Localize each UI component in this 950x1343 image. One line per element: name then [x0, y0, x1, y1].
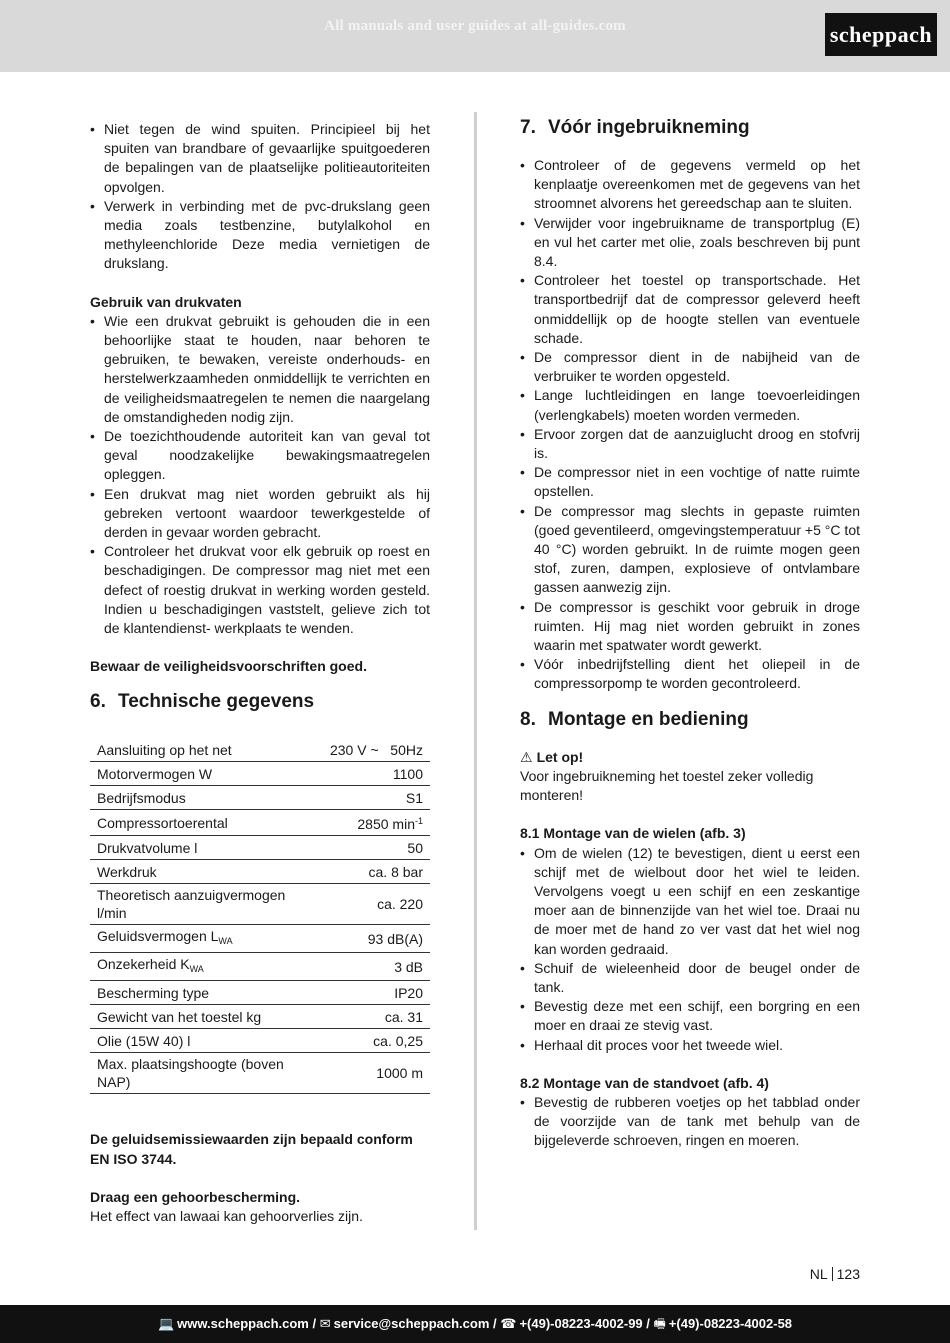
section-6-heading: [90, 690, 430, 714]
list-item: • Herhaal dit proces voor het tweede wiel.: [520, 1036, 860, 1055]
spec-value: 93 dB(A): [323, 925, 430, 953]
list-item: • Wie een drukvat gebruikt is gehouden die in een behoorlijke staat te houden, naar behoren te gebruiken, te bewaken, vereiste onderhouds- en herstelwerkzaamheden onmiddellijk te verrichten en de veiligheidsmaatregelen te nemen die naargelang de omstandigheden nodig zijn.: [90, 312, 430, 427]
footer-email: service@scheppach.com /: [333, 1316, 497, 1332]
spec-label: Gewicht van het toestel kg: [90, 1005, 323, 1029]
spec-value: 1000 m: [323, 1053, 430, 1094]
fax-icon: 🖷: [653, 1316, 666, 1332]
spec-value: 2850 $\min^{-1}$: [323, 810, 430, 836]
list-item: • Verwijder voor ingebruikname de transportplug (E) en vul het carter met olie, zoals beschreven bij punt 8.4.: [520, 214, 860, 272]
spec-label: Onzekerheid $K_{WA}$: [90, 953, 323, 981]
spec-value: ca. 31: [323, 1005, 430, 1029]
spec-label: Max. plaatsingshoogte (boven NAP): [90, 1053, 323, 1094]
drukvaten-bullet-list: [90, 312, 430, 638]
list-item: • De compressor niet in een vochtige of natte ruimte opstellen.: [520, 463, 860, 501]
spec-label: Geluidsvermogen $L_{WA}$: [90, 925, 323, 953]
emission-statement: De geluidsemissiewaarden zijn bepaald conform EN ISO 3744.: [90, 1131, 413, 1167]
page-language: NL: [809, 1266, 828, 1282]
spec-value: IP20: [323, 981, 430, 1005]
spec-row: [90, 1029, 430, 1053]
list-item: • De compressor is geschikt voor gebruik in droge ruimten. Hij mag niet worden gebruikt in zones waarin met spatwater wordt gewerkt.: [520, 598, 860, 656]
right-column: [520, 117, 860, 1151]
list-item: • Verwerk in verbinding met de pvc-drukslang geen media zoals testbenzine, butylalkohol en methyleenchloride Deze media vernietigen de drukslang.: [90, 197, 430, 274]
subsection-8-1-heading: 8.1 Montage van de wielen (afb. 3): [520, 825, 746, 842]
footer-fax: +(49)-08223-4002-58: [668, 1316, 793, 1332]
left-column: [90, 120, 430, 1226]
section-number: 8.: [520, 708, 536, 730]
spec-value: 1100: [323, 762, 430, 786]
section-title: Vóór ingebruikneming: [548, 117, 750, 138]
spec-label: Drukvatvolume l: [90, 836, 323, 860]
list-item: • Bevestig de rubberen voetjes op het tabblad onder de voorzijde van de tank met behulp van de bijgeleverde schroeven, ringen en moeren.: [520, 1093, 860, 1151]
spec-label: Bedrijfsmodus: [90, 786, 323, 810]
spec-label: Bescherming type: [90, 981, 323, 1005]
hearing-protection-heading: Draag een gehoorbescherming.: [90, 1188, 301, 1205]
spec-value: 230 V ~ 50Hz: [323, 738, 430, 762]
spec-row: [90, 836, 430, 860]
page-number-value: 123: [836, 1266, 860, 1282]
spec-value: S1: [323, 786, 430, 810]
list-item: • Niet tegen de wind spuiten. Principieel bij het spuiten van brandbare of gevaarlijke spuitgoederen de bepalingen van de plaatselijke politieautoriteiten opvolgen.: [90, 120, 430, 197]
email-icon: ✉: [319, 1316, 331, 1332]
section-8-heading: [520, 708, 860, 732]
phone-icon: ☎: [500, 1316, 517, 1332]
footer-website: www.scheppach.com /: [177, 1316, 317, 1332]
list-item: • Bevestig deze met een schijf, een borgring en een moer en draai ze stevig vast.: [520, 997, 860, 1035]
spec-label: Olie (15W 40) l: [90, 1029, 323, 1053]
list-item: • Vóór inbedrijfstelling dient het oliepeil in de compressorpomp te worden gecontroleerd.: [520, 655, 860, 693]
list-item: • Ervoor zorgen dat de aanzuiglucht droog en stofvrij is.: [520, 425, 860, 463]
spec-value: ca. 8 bar: [323, 860, 430, 884]
spec-row: [90, 786, 430, 810]
let-op-warning: [520, 748, 860, 767]
spec-value: ca. 220: [323, 884, 430, 925]
list-item: • Controleer het toestel op transportschade. Het transportbedrijf dat de compressor geleverd heeft onmiddellijk op de hoogte stellen van eventuele schade.: [520, 271, 860, 348]
section-7-bullet-list: [520, 156, 860, 694]
spec-row: [90, 762, 430, 786]
subsection-8-1-bullet-list: [520, 844, 860, 1055]
spec-label: Aansluiting op het net: [90, 738, 323, 762]
footer-phone: +(49)-08223-4002-99 /: [519, 1316, 650, 1332]
spec-label: Werkdruk: [90, 860, 323, 884]
let-op-text: Voor ingebruikneming het toestel zeker volledig monteren!: [520, 767, 814, 804]
list-item: • Controleer het drukvat voor elk gebruik op roest en beschadigingen. De compressor mag niet met een defect of roestig drukvat in werking worden gesteld. Indien u beschadigingen vaststelt, gelieve zich tot de klantendienst- werkplaats te wenden.: [90, 542, 430, 638]
spec-row: [90, 1005, 430, 1029]
spec-row: [90, 953, 430, 981]
computer-icon: 💻: [157, 1316, 175, 1332]
spec-value: 3 dB: [323, 953, 430, 981]
subsection-8-2-heading: 8.2 Montage van de standvoet (afb. 4): [520, 1074, 769, 1091]
section-number: 6.: [90, 691, 106, 713]
list-item: • Controleer of de gegevens vermeld op het kenplaatje overeenkomen met de gegevens van het stroomnet alvorens het gereedschap aan te sluiten.: [520, 156, 860, 214]
subsection-8-2-bullet-list: [520, 1093, 860, 1151]
list-item: • Om de wielen (12) te bevestigen, dient u eerst een schijf met de wielbout door het wiel te leiden. Vervolgens voegt u een schijf en een zeskantige moer aan de binnenzijde van het wiel toe. Draai nu de moer met de hand zo ver vast dat het wiel nog kan worden gedraaid.: [520, 844, 860, 959]
list-item: • De compressor dient in de nabijheid van de verbruiker te worden opgesteld.: [520, 348, 860, 386]
spec-label: Theoretisch aanzuigvermogen l/min: [90, 884, 323, 925]
watermark-text: All manuals and user guides at all-guides.com: [324, 18, 626, 34]
list-item: • Lange luchtleidingen en lange toevoerleidingen (verlengkabels) moeten worden vermeden.: [520, 386, 860, 424]
spec-label: Motorvermogen W: [90, 762, 323, 786]
page-number: [800, 1265, 860, 1284]
spec-row: [90, 884, 430, 925]
section-title: Technische gegevens: [118, 691, 315, 713]
spec-row: [90, 810, 430, 836]
spec-row: [90, 981, 430, 1005]
let-op-label: Let op!: [536, 748, 584, 765]
drukvaten-heading: Gebruik van drukvaten: [90, 293, 242, 310]
spec-value: ca. 0,25: [323, 1029, 430, 1053]
section-number: 7.: [520, 117, 536, 138]
spec-value: 50: [323, 836, 430, 860]
list-item: • Een drukvat mag niet worden gebruikt als hij gebreken vertoont waardoor tewerkgestelde of derden in gevaar worden gebracht.: [90, 485, 430, 543]
bewaar-notice: Bewaar de veiligheidsvoorschriften goed.: [90, 658, 367, 675]
list-item: • Schuif de wieleenheid door de beugel onder de tank.: [520, 959, 860, 997]
scheppach-logo: scheppach: [825, 13, 937, 56]
spec-row: [90, 1053, 430, 1094]
spec-row: [90, 925, 430, 953]
list-item: • De toezichthoudende autoriteit kan van geval tot geval noodzakelijke bewakingsmaatregelen opleggen.: [90, 427, 430, 485]
list-item: • De compressor mag slechts in gepaste ruimten (goed geventileerd, omgevingstemperatuur +5 °C tot 40 °C) worden gebruikt. In de ruimte mogen geen stof, zuren, dampen, explosieve of ontvlambare gassen aanwezig zijn.: [520, 502, 860, 598]
spec-label: Compressortoerental: [90, 810, 323, 836]
spec-row: [90, 860, 430, 884]
section-7-heading: [520, 116, 860, 140]
noise-effect-text: Het effect van lawaai kan gehoorverlies zijn.: [90, 1208, 363, 1225]
safety-bullet-list: [90, 120, 430, 274]
column-divider: [474, 112, 477, 1230]
footer-bar: [0, 1305, 950, 1343]
spec-table: [90, 738, 430, 1094]
spec-row: [90, 738, 430, 762]
section-title: Montage en bediening: [548, 708, 749, 730]
warning-triangle-icon: ⚠: [520, 748, 533, 765]
